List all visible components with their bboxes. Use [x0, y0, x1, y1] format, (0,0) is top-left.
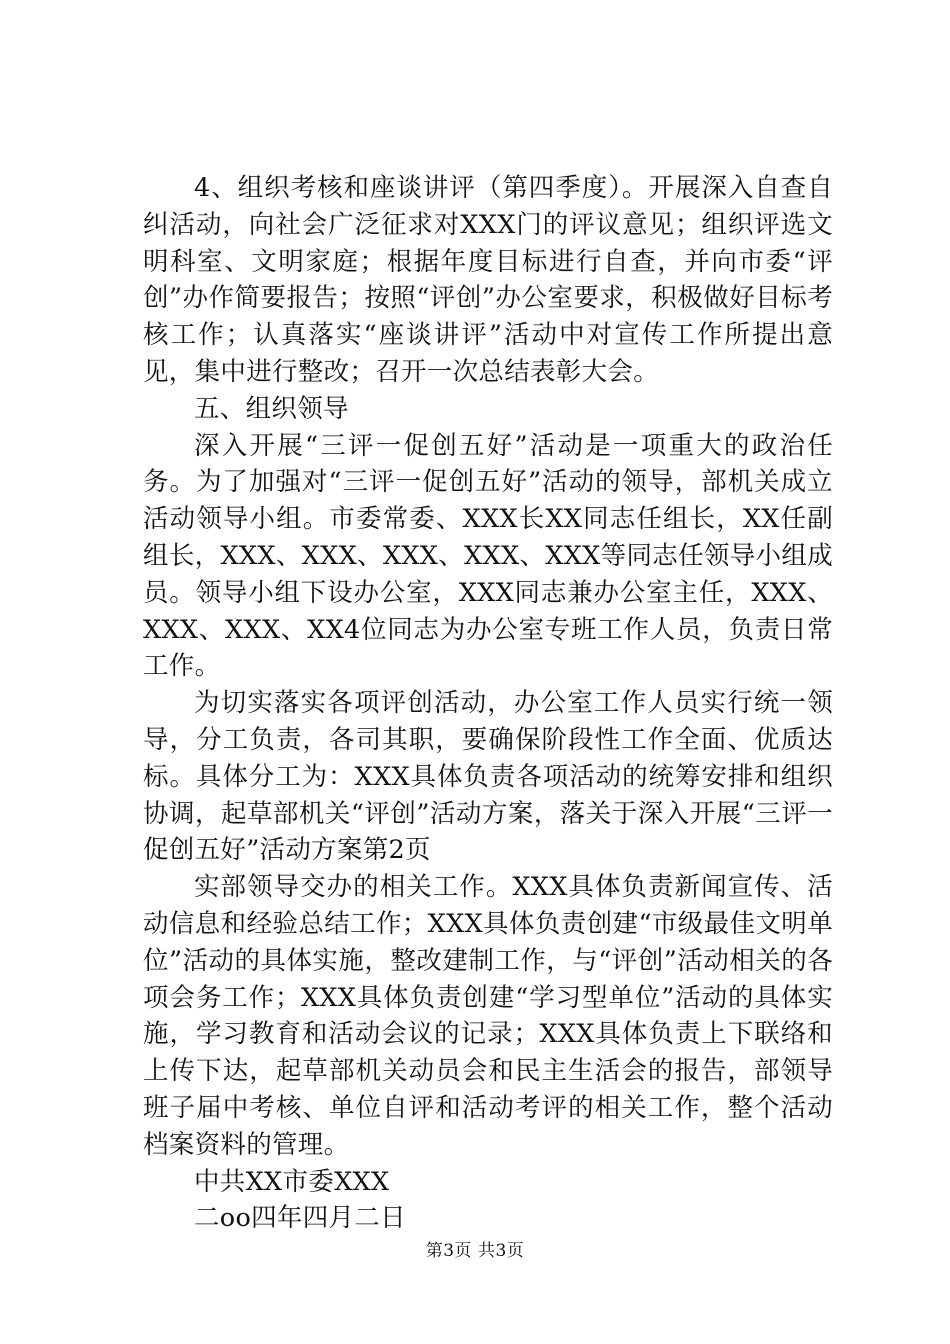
section-heading-leadership: 五、组织领导: [194, 393, 349, 424]
paragraph-division-of-work: 为切实落实各项评创活动，办公室工作人员实行统一领导，分工负责，各司其职，要确保阶段性工作全面、优质达标。具体分工为：XXX具体负责各项活动的统筹安排和组织协调，起草部机关“评创”活动方案，落关于深入开展“三评一促创五好”活动方案第2页: [143, 688, 833, 866]
signature-date: 二oo四年四月二日: [194, 1203, 406, 1234]
document-body: [143, 170, 833, 1237]
paragraph-leadership-group: 深入开展“三评一促创五好”活动是一项重大的政治任务。为了加强对“三评一促创五好”活动的领导，部机关成立活动领导小组。市委常委、XXX长XX同志任组长，XX任副组长，XXX、XXX、XXX、XXX、XXX等同志任领导小组成员。领导小组下设办公室，XXX同志兼办公室主任，XXX、XXX、XXX、XX4位同志为办公室专班工作人员，负责日常工作。: [143, 430, 833, 682]
page-footer: 第3页 共3页: [425, 1241, 525, 1261]
paragraph-responsibilities: 实部领导交办的相关工作。XXX具体负责新闻宣传、活动信息和经验总结工作；XXX具体负责创建“市级最佳文明单位”活动的具体实施，整改建制工作，与“评创”活动相关的各项会务工作；XXX具体负责创建“学习型单位”活动的具体实施，学习教育和活动会议的记录；XXX具体负责上下联络和上传下达，起草部机关动员会和民主生活会的报告，部领导班子届中考核、单位自评和活动考评的相关工作，整个活动档案资料的管理。: [143, 872, 833, 1160]
paragraph-assessment: 4、组织考核和座谈讲评（第四季度）。开展深入自查自纠活动，向社会广泛征求对XXX门的评议意见；组织评选文明科室、文明家庭；根据年度目标进行自查，并向市委“评创”办作简要报告；按照“评创”办公室要求，积极做好目标考核工作；认真落实“座谈讲评”活动中对宣传工作所提出意见，集中进行整改；召开一次总结表彰大会。: [143, 173, 833, 387]
signature-organization: 中共XX市委XXX: [194, 1166, 390, 1197]
